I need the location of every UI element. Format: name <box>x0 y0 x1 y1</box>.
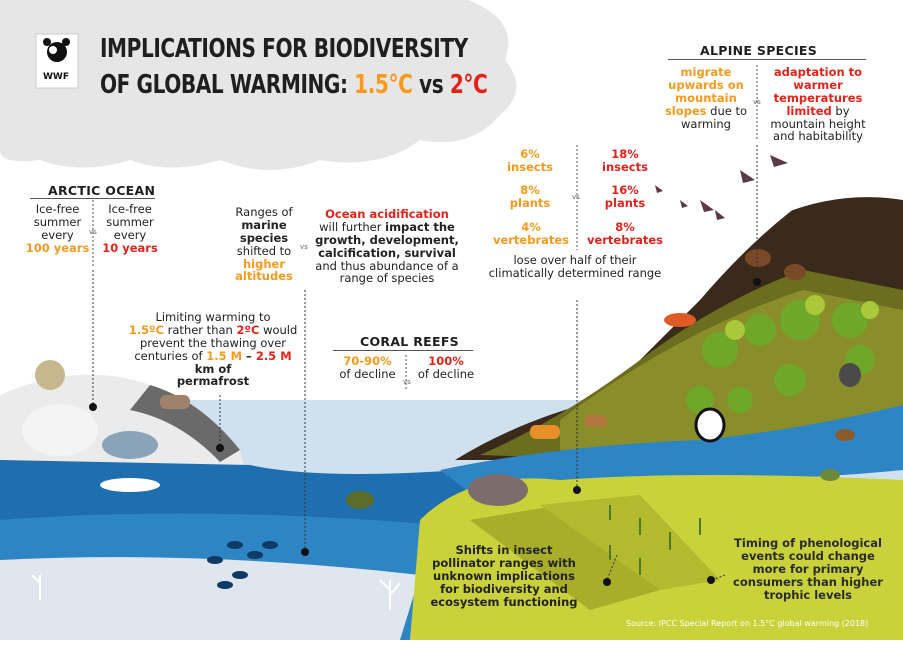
permafrost-t1: Limiting warming to <box>155 310 271 324</box>
arctic-low-value: 100 years <box>25 240 90 255</box>
range-high-vertebrates <box>580 221 670 247</box>
alpine-heading: ALPINE SPECIES <box>700 43 818 58</box>
rocks <box>35 360 65 390</box>
title-line-2 <box>100 70 487 100</box>
title-line-1: IMPLICATIONS FOR BIODIVERSITY <box>100 34 468 64</box>
arctic-heading: ARCTIC OCEAN <box>48 183 156 198</box>
range-high-vertebrates-label: vertebrates <box>586 232 664 247</box>
range-high-plants <box>585 184 665 210</box>
alpine-high <box>763 66 873 143</box>
permafrost-low: 1.5ºC <box>128 322 164 337</box>
coral-high-text: of decline <box>417 366 475 381</box>
title-vs: vs <box>412 70 450 100</box>
marine-t1: Ranges of <box>235 205 293 219</box>
alpine-rule <box>668 59 866 60</box>
range-high-plants-value: 16% <box>611 183 639 197</box>
source-note: Source: IPCC Special Report on 1.5°C global warming (2018) <box>626 619 869 628</box>
range-low-insects-label: insects <box>507 159 553 174</box>
duck <box>835 429 855 441</box>
range-caption: lose over half of their climatically determined range <box>488 253 662 280</box>
phenology-text: Timing of phenological events could change more for primary consumers than higher trophic levels <box>733 536 883 602</box>
hippo <box>468 474 528 506</box>
deer <box>585 415 607 427</box>
polar-bear <box>22 404 98 456</box>
title-prefix: OF GLOBAL WARMING: <box>100 70 355 100</box>
range-low-insects-value: 6% <box>520 147 540 161</box>
bear <box>745 249 771 267</box>
duck-2 <box>820 469 840 481</box>
arctic-high <box>99 203 161 255</box>
range-high-vertebrates-value: 8% <box>615 220 635 234</box>
alpine-low-text: due to warming <box>681 103 748 131</box>
marine-t2: shifted to <box>236 243 292 258</box>
permafrost-t4: km of <box>194 361 232 376</box>
marine-t4: and thus abundance of a range of species <box>315 258 459 286</box>
marine-o1: higher altitudes <box>235 256 293 284</box>
gorilla <box>839 363 861 387</box>
marine-b2: impact the growth, development, calcification, survival <box>315 219 459 260</box>
alpine-low-highlight: migrate upwards on mountain slopes <box>664 65 744 118</box>
coral-low-text: of decline <box>339 366 396 381</box>
seal <box>100 478 160 492</box>
title-high: 2°C <box>449 70 488 100</box>
arctic-high-value: 10 years <box>102 240 158 255</box>
permafrost-v1: 1.5 M <box>206 348 243 363</box>
range-high-insects-value: 18% <box>611 147 639 161</box>
marine-b1: marine species <box>239 217 289 245</box>
range-low-insects <box>490 148 570 174</box>
permafrost-t2: rather than <box>164 322 237 337</box>
arctic-vs: vs <box>89 228 97 236</box>
range-high-insects <box>585 148 665 174</box>
alpine-low <box>660 66 752 130</box>
arctic-low-text: Ice-free summer every <box>33 202 82 242</box>
range-low-plants-value: 8% <box>520 183 540 197</box>
range-low-vertebrates-value: 4% <box>521 220 541 234</box>
turtle <box>346 491 374 509</box>
bear-2 <box>784 264 806 280</box>
range-low-plants-label: plants <box>509 195 551 210</box>
marine-vs: vs <box>300 243 308 251</box>
alpine-high-highlight: adaptation to warmer temperatures limited <box>773 65 863 118</box>
arctic-high-text: Ice-free summer every <box>106 202 154 242</box>
range-low-vertebrates <box>486 221 576 247</box>
permafrost-t3: would prevent the thawing over centuries of <box>134 322 298 363</box>
range-vs: vs <box>572 193 580 201</box>
pollinator-text: Shifts in insect pollinator ranges with unknown implications for biodiversity and ecosystem functioning <box>430 543 578 609</box>
permafrost-high: 2ºC <box>236 322 260 337</box>
marine-high <box>313 208 461 285</box>
range-high-insects-label: insects <box>602 159 648 174</box>
title-low: 1.5°C <box>354 70 413 100</box>
reindeer <box>160 395 190 409</box>
marine-r1: Ocean acidification <box>325 207 449 221</box>
fox <box>664 313 696 327</box>
range-low-plants <box>490 184 570 210</box>
walrus <box>102 431 158 459</box>
marine-t3: will further <box>319 219 386 234</box>
permafrost-v2: 2.5 M <box>255 348 292 363</box>
coral-rule <box>333 350 473 351</box>
permafrost-dash: – <box>242 348 256 363</box>
coral-high <box>410 355 482 381</box>
arctic-rule <box>30 198 155 199</box>
coral-heading: CORAL REEFS <box>360 334 459 349</box>
alpine-vs: vs <box>753 98 761 106</box>
coral-high-value: 100% <box>428 354 464 368</box>
arctic-low <box>20 203 95 255</box>
permafrost-t5: permafrost <box>176 374 250 389</box>
coral-vs: vs <box>403 378 411 386</box>
range-low-vertebrates-label: vertebrates <box>492 232 570 247</box>
range-high-plants-label: plants <box>604 195 646 210</box>
marine-low <box>228 206 300 283</box>
wwf-logo-text: WWF <box>42 72 69 82</box>
permafrost-text <box>128 311 298 388</box>
panda <box>696 409 724 441</box>
tiger <box>530 425 560 439</box>
coral-low <box>330 355 405 381</box>
coral-low-value: 70-90% <box>343 354 392 368</box>
alpine-high-text: by mountain height and habitability <box>770 103 866 144</box>
